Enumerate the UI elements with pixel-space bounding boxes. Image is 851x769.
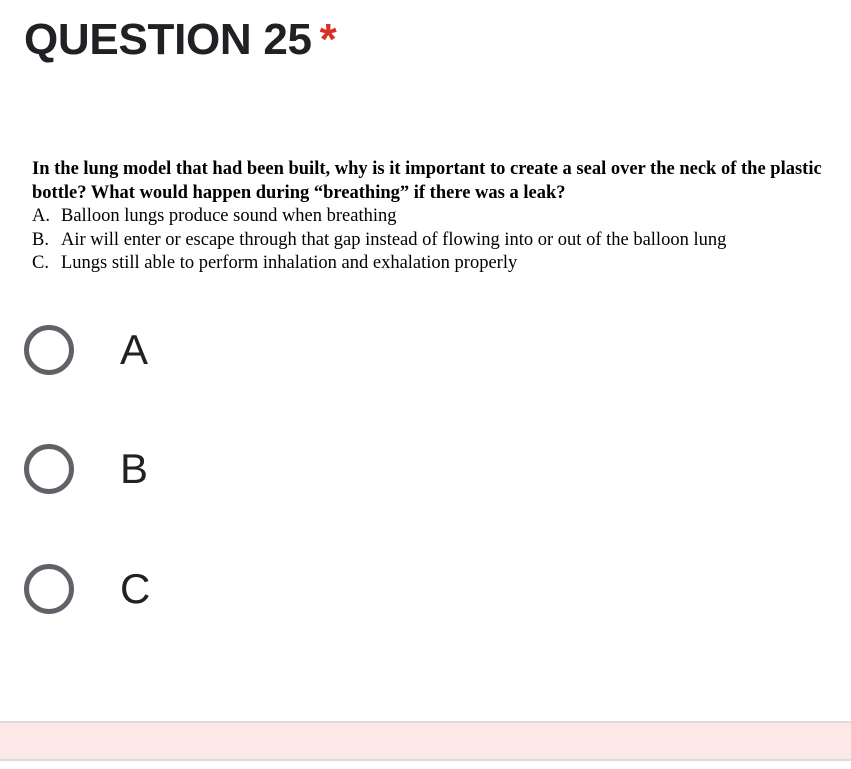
image-option-text: Balloon lungs produce sound when breathing bbox=[61, 206, 397, 226]
question-number: QUESTION 25 bbox=[24, 15, 312, 64]
image-option-letter: B. bbox=[32, 229, 49, 250]
image-option-b bbox=[32, 229, 847, 253]
required-asterisk: * bbox=[319, 15, 337, 64]
choice-c[interactable] bbox=[24, 559, 150, 619]
image-option-letter: A. bbox=[32, 206, 50, 226]
choice-a[interactable] bbox=[24, 320, 148, 380]
radio-button-c[interactable] bbox=[24, 564, 74, 614]
radio-button-b[interactable] bbox=[24, 444, 74, 494]
choice-label-b[interactable]: B bbox=[120, 445, 149, 492]
image-option-letter: C. bbox=[32, 253, 49, 273]
choice-b[interactable] bbox=[24, 439, 148, 499]
question-title bbox=[24, 12, 337, 68]
radio-button-a[interactable] bbox=[24, 325, 74, 375]
question-image bbox=[32, 157, 847, 276]
image-option-text: Lungs still able to perform inhalation and exhalation properly bbox=[61, 253, 518, 273]
question-stem: In the lung model that had been built, why is it important to create a seal over the neck of the plastic bottle? What would happen during “breathing” if there was a leak? bbox=[32, 159, 822, 203]
image-option-a bbox=[32, 205, 847, 229]
choice-label-a[interactable]: A bbox=[120, 326, 149, 373]
image-option-c bbox=[32, 252, 847, 276]
error-banner bbox=[0, 721, 851, 761]
question-image-options bbox=[32, 205, 847, 276]
choice-label-c[interactable]: C bbox=[120, 565, 151, 612]
image-option-text: Air will enter or escape through that gap instead of flowing into or out of the balloon lung bbox=[61, 229, 727, 250]
